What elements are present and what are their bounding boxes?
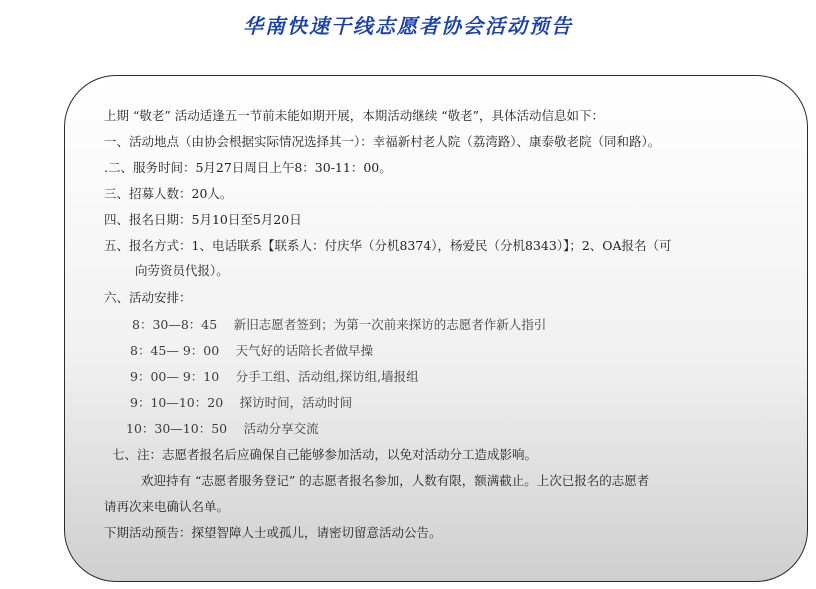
page-title: 华南快速干线志愿者协会活动预告 bbox=[243, 14, 573, 38]
schedule-row: 10：30—10：50 活动分享交流 bbox=[126, 421, 319, 436]
welcome-text-cont: 请再次来电确认名单。 bbox=[104, 499, 230, 514]
schedule-row: 9：00— 9：10 分手工组、活动组,探访组,墙报组 bbox=[130, 369, 419, 384]
schedule-row: 8：30—8：45 新旧志愿者签到；为第一次前来探访的志愿者作新人指引 bbox=[132, 317, 547, 332]
item-signup-dates: 四、报名日期：5月10日至5月20日 bbox=[104, 212, 302, 227]
next-activity-preview: 下期活动预告：探望智障人士或孤儿，请密切留意活动公告。 bbox=[104, 525, 442, 540]
item-signup-method-cont: 向劳资员代报）。 bbox=[135, 263, 229, 278]
item-signup-method: 五、报名方式：1、电话联系【联系人：付庆华（分机8374），杨爱民（分机8343）】；2、OA报名（可 bbox=[104, 238, 672, 253]
item-schedule-heading: 六、活动安排： bbox=[104, 290, 192, 305]
intro-text: 上期 “敬老” 活动适逢五一节前未能如期开展，本期活动继续 “敬老”，具体活动信息如下： bbox=[104, 108, 604, 123]
schedule-row: 9：10—10：20 探访时间，活动时间 bbox=[130, 395, 353, 410]
welcome-text: 欢迎持有 “志愿者服务登记” 的志愿者报名参加，人数有限，额满截止。上次已报名的志愿者 bbox=[141, 473, 650, 488]
item-location: 一、活动地点（由协会根据实际情况选择其一）：幸福新村老人院（荔湾路）、康泰敬老院（同和路）。 bbox=[104, 134, 661, 149]
schedule-row: 8：45— 9：00 天气好的话陪长者做早操 bbox=[130, 343, 374, 358]
item-recruit-count: 三、招募人数：20人。 bbox=[104, 186, 233, 201]
item-note: 七、注：志愿者报名后应确保自己能够参加活动，以免对活动分工造成影响。 bbox=[112, 447, 538, 462]
item-service-time: .二、服务时间：5月27日周日上午8：30-11：00。 bbox=[104, 160, 392, 175]
